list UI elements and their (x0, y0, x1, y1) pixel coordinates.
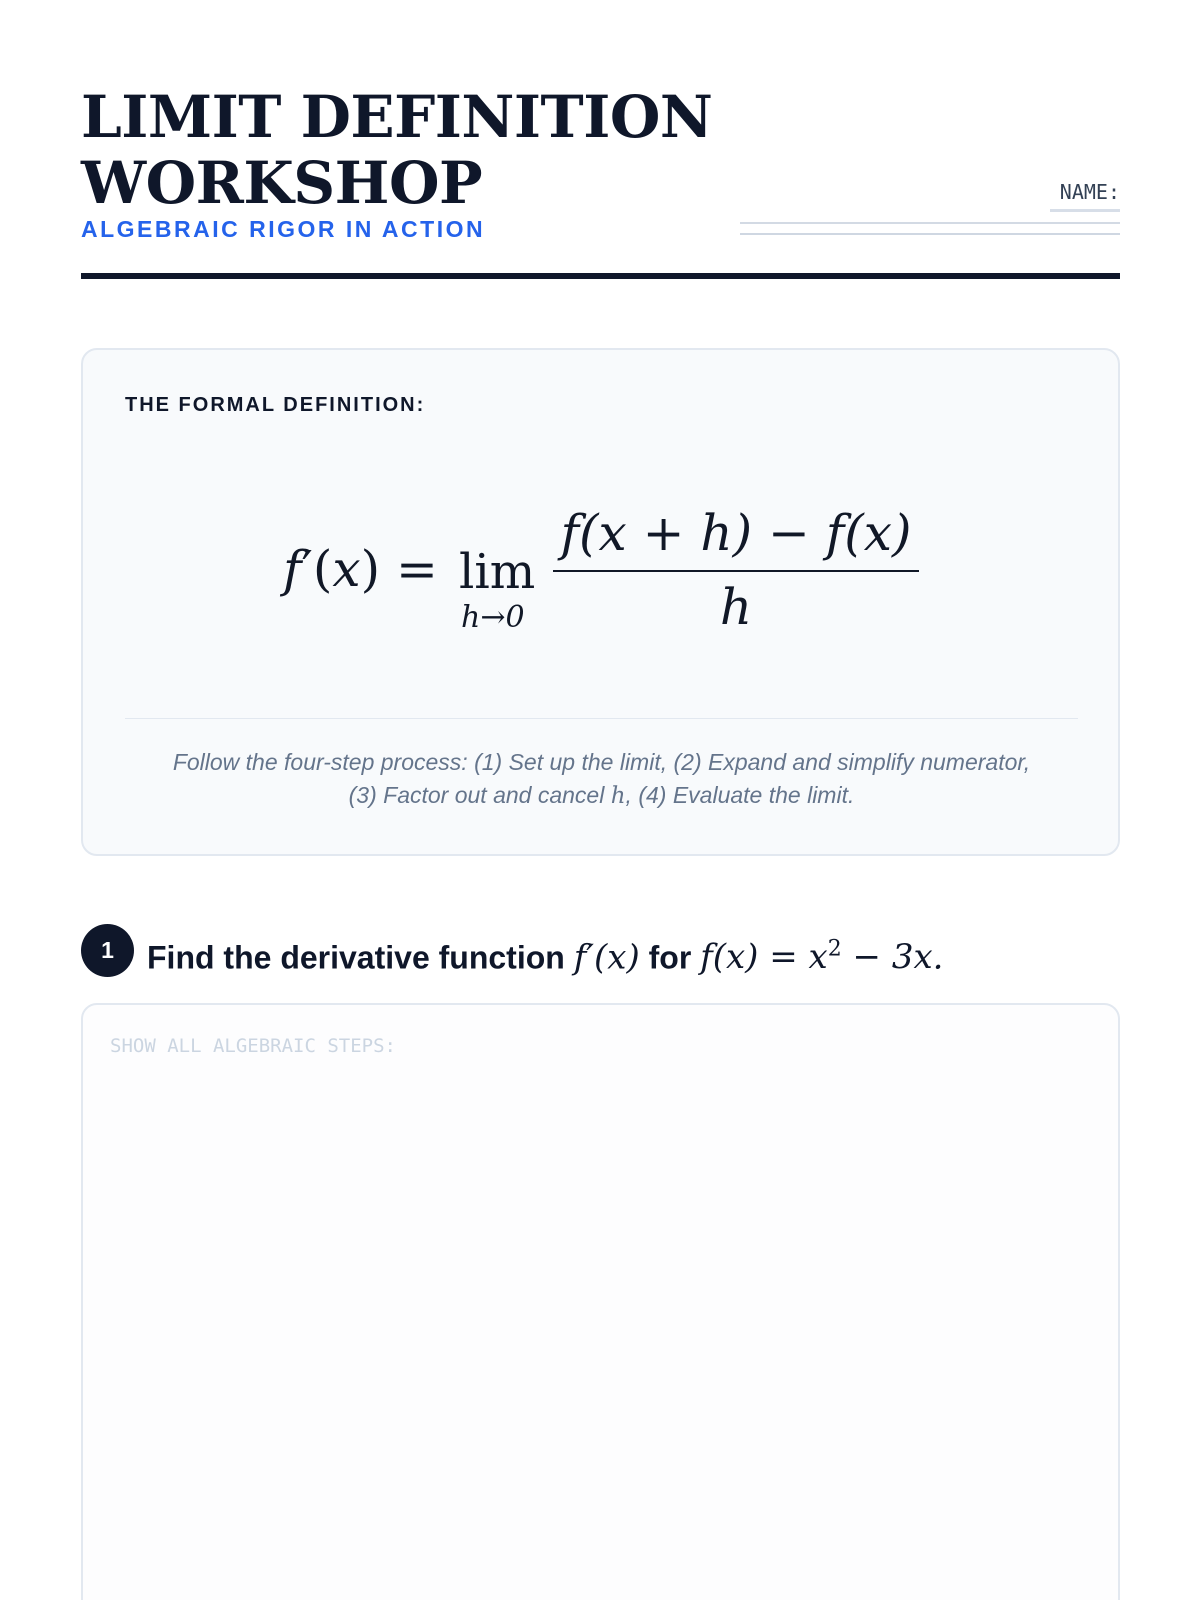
problem-statement (147, 928, 943, 979)
header-divider (81, 273, 1120, 279)
instructions-line-1: Follow the four-step process: (1) Set up the limit, (2) Expand and simplify numerator, (172, 749, 1031, 775)
definition-divider (125, 718, 1078, 719)
problem-math-function-base: f(x) = x (700, 937, 828, 978)
title-line-2: WORKSHOP (81, 149, 483, 217)
name-write-line[interactable] (740, 222, 1120, 224)
formula-fraction-bar (553, 570, 919, 572)
name-field[interactable] (740, 180, 1120, 236)
problem-math-function-tail: − 3x (841, 937, 933, 978)
problem-text-a: Find the derivative function (147, 939, 574, 976)
definition-label: THE FORMAL DEFINITION: (125, 394, 426, 416)
answer-work-area[interactable] (81, 1003, 1120, 1600)
problem-text-b: for (639, 939, 701, 976)
formula-lim-subscript: h→0 (461, 600, 525, 635)
formula-lhs-var: x (332, 540, 361, 598)
formula-denominator: h (719, 578, 753, 636)
problem-math-exponent: 2 (827, 937, 842, 962)
page-title (81, 84, 712, 216)
formula-lhs-open: ( (312, 540, 333, 598)
name-label-underline (1050, 209, 1120, 212)
formula-numerator: f(x + h) − f(x) (560, 504, 912, 562)
problem-period: . (932, 937, 944, 978)
formula-lim: lim (459, 544, 536, 600)
name-write-line-2[interactable] (740, 233, 1120, 235)
formula-lhs-f: f (283, 540, 302, 598)
problem-number-badge: 1 (81, 924, 134, 977)
name-label: NAME: (1059, 180, 1120, 204)
formula-lhs-prime: ′ (301, 540, 313, 598)
definition-instructions (125, 746, 1078, 813)
problem-math-function (700, 937, 933, 977)
definition-card (81, 348, 1120, 856)
limit-definition-formula (83, 500, 1122, 636)
problem-1 (81, 924, 1120, 978)
problem-math-derivative: f′(x) (573, 937, 640, 978)
page-subtitle: ALGEBRAIC RIGOR IN ACTION (81, 216, 486, 242)
formula-equals: = (380, 540, 438, 598)
worksheet-header (81, 84, 1120, 282)
instructions-line-2a: (3) Factor out and cancel (348, 782, 611, 808)
work-area-label: SHOW ALL ALGEBRAIC STEPS: (110, 1035, 396, 1057)
formula-lhs (283, 540, 438, 598)
instructions-line-2b: , (4) Evaluate the limit. (625, 782, 855, 808)
instructions-var-h: h (610, 783, 626, 809)
title-line-1: LIMIT DEFINITION (81, 83, 713, 151)
formula-lhs-close: ) (360, 540, 381, 598)
